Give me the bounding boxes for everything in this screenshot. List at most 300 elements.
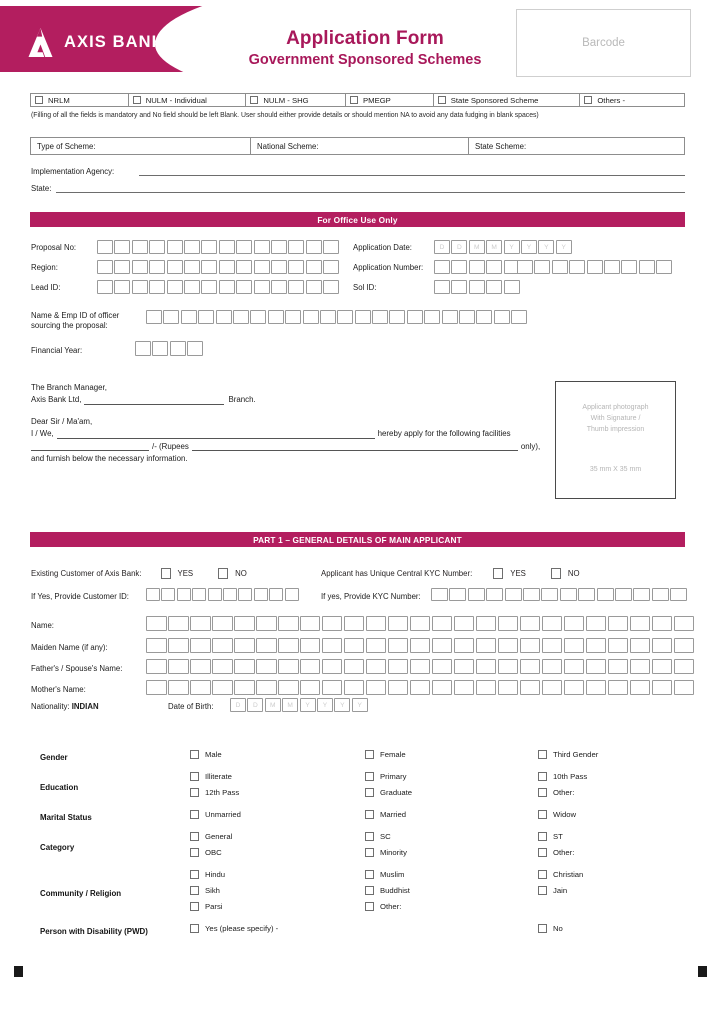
dob-cell[interactable]: D: [247, 698, 263, 712]
kyc-number-cell[interactable]: [578, 588, 595, 601]
name-char-cell[interactable]: [498, 638, 519, 653]
demographic-option-checkbox[interactable]: [365, 772, 374, 781]
name-char-cell[interactable]: [410, 680, 431, 695]
customer-id-cell[interactable]: [269, 588, 283, 601]
name-char-cell[interactable]: [674, 680, 695, 695]
name-char-cell[interactable]: [542, 659, 563, 674]
region-cell[interactable]: [271, 260, 287, 274]
officer-cell[interactable]: [233, 310, 249, 324]
demographic-option-checkbox[interactable]: [538, 832, 547, 841]
scheme-checkbox[interactable]: [584, 96, 592, 104]
name-char-cell[interactable]: [168, 659, 189, 674]
name-char-cell[interactable]: [520, 638, 541, 653]
demographic-option[interactable]: [538, 924, 563, 933]
sol-id-cell[interactable]: [504, 280, 520, 294]
name-char-cell[interactable]: [366, 638, 387, 653]
application-date-cell[interactable]: D: [434, 240, 450, 254]
applicant-photograph-box[interactable]: [555, 381, 676, 499]
proposal-no-cell[interactable]: [271, 240, 287, 254]
name-char-cell[interactable]: [212, 616, 233, 631]
lead-id-cell[interactable]: [97, 280, 113, 294]
kyc-number-cell[interactable]: [468, 588, 485, 601]
demographic-option-checkbox[interactable]: [365, 902, 374, 911]
demographic-option[interactable]: [190, 772, 232, 781]
demographic-option-checkbox[interactable]: [190, 772, 199, 781]
region-cell[interactable]: [149, 260, 165, 274]
officer-cell[interactable]: [146, 310, 162, 324]
application-number-cell[interactable]: [486, 260, 502, 274]
region-cell[interactable]: [201, 260, 217, 274]
name-char-cell[interactable]: [322, 638, 343, 653]
name-char-cell[interactable]: [300, 680, 321, 695]
application-number-cell[interactable]: [469, 260, 485, 274]
name-char-cell[interactable]: [366, 659, 387, 674]
officer-cell[interactable]: [372, 310, 388, 324]
scheme-checkbox[interactable]: [35, 96, 43, 104]
name-char-cell[interactable]: [256, 659, 277, 674]
demographic-option-checkbox[interactable]: [538, 788, 547, 797]
application-number-cell[interactable]: [451, 260, 467, 274]
customer-id-cell[interactable]: [146, 588, 160, 601]
name-char-cell[interactable]: [542, 638, 563, 653]
name-char-cell[interactable]: [652, 659, 673, 674]
name-char-cell[interactable]: [322, 680, 343, 695]
demographic-option[interactable]: [365, 772, 406, 781]
sol-id-cell[interactable]: [434, 280, 450, 294]
name-char-cell[interactable]: [168, 616, 189, 631]
name-char-cell[interactable]: [608, 680, 629, 695]
region-cell[interactable]: [288, 260, 304, 274]
name-char-cell[interactable]: [344, 638, 365, 653]
financial-year-cell[interactable]: [135, 341, 151, 356]
name-char-cell[interactable]: [212, 659, 233, 674]
lead-id-cell[interactable]: [306, 280, 322, 294]
lead-id-cell[interactable]: [167, 280, 183, 294]
demographic-option-checkbox[interactable]: [190, 870, 199, 879]
kyc-number-cell[interactable]: [633, 588, 650, 601]
demographic-option[interactable]: [365, 750, 406, 759]
officer-cell[interactable]: [355, 310, 371, 324]
demographic-option-checkbox[interactable]: [365, 870, 374, 879]
demographic-option[interactable]: [538, 810, 576, 819]
demographic-option[interactable]: [365, 848, 407, 857]
demographic-option[interactable]: [190, 902, 223, 911]
dob-cell[interactable]: M: [265, 698, 281, 712]
lead-id-cell[interactable]: [236, 280, 252, 294]
name-char-cell[interactable]: [410, 638, 431, 653]
demographic-option-checkbox[interactable]: [190, 788, 199, 797]
demographic-option-checkbox[interactable]: [538, 848, 547, 857]
demographic-option-checkbox[interactable]: [538, 772, 547, 781]
officer-cell[interactable]: [389, 310, 405, 324]
demographic-option[interactable]: [538, 886, 567, 895]
mother-name-input[interactable]: [146, 680, 696, 695]
demographic-option[interactable]: [538, 750, 598, 759]
name-char-cell[interactable]: [300, 659, 321, 674]
name-char-cell[interactable]: [278, 659, 299, 674]
demographic-option-checkbox[interactable]: [190, 902, 199, 911]
officer-cell[interactable]: [181, 310, 197, 324]
demographic-option-checkbox[interactable]: [190, 832, 199, 841]
proposal-no-cell[interactable]: [219, 240, 235, 254]
proposal-no-cell[interactable]: [306, 240, 322, 254]
financial-year-cell[interactable]: [170, 341, 186, 356]
name-char-cell[interactable]: [608, 638, 629, 653]
existing-customer-no-checkbox[interactable]: [218, 568, 228, 579]
name-char-cell[interactable]: [190, 616, 211, 631]
applicant-name-input[interactable]: [57, 438, 375, 439]
dob-cell[interactable]: Y: [317, 698, 333, 712]
lead-id-cell[interactable]: [201, 280, 217, 294]
customer-id-cell[interactable]: [238, 588, 252, 601]
name-char-cell[interactable]: [322, 659, 343, 674]
name-char-cell[interactable]: [234, 680, 255, 695]
scheme-checkbox-cell[interactable]: [434, 94, 581, 106]
name-char-cell[interactable]: [322, 616, 343, 631]
lead-id-cell[interactable]: [254, 280, 270, 294]
name-input[interactable]: [146, 616, 696, 631]
officer-cell[interactable]: [476, 310, 492, 324]
application-number-cell[interactable]: [534, 260, 550, 274]
ckyc-yes-checkbox[interactable]: [493, 568, 503, 579]
demographic-option[interactable]: [365, 886, 410, 895]
implementation-agency-input[interactable]: [139, 175, 685, 176]
demographic-option[interactable]: [190, 750, 222, 759]
name-char-cell[interactable]: [498, 680, 519, 695]
customer-id-cell[interactable]: [285, 588, 299, 601]
name-char-cell[interactable]: [146, 616, 167, 631]
name-char-cell[interactable]: [278, 616, 299, 631]
name-char-cell[interactable]: [234, 638, 255, 653]
demographic-option-checkbox[interactable]: [190, 848, 199, 857]
officer-cell[interactable]: [407, 310, 423, 324]
name-char-cell[interactable]: [652, 680, 673, 695]
financial-year-input[interactable]: [135, 341, 205, 356]
name-char-cell[interactable]: [520, 659, 541, 674]
name-char-cell[interactable]: [344, 680, 365, 695]
customer-id-cell[interactable]: [161, 588, 175, 601]
name-char-cell[interactable]: [410, 659, 431, 674]
name-char-cell[interactable]: [212, 680, 233, 695]
demographic-option[interactable]: [190, 832, 232, 841]
demographic-option[interactable]: [365, 902, 401, 911]
region-cell[interactable]: [254, 260, 270, 274]
name-char-cell[interactable]: [586, 616, 607, 631]
application-number-cell[interactable]: [604, 260, 620, 274]
demographic-option[interactable]: [365, 788, 412, 797]
demographic-option[interactable]: [190, 788, 239, 797]
demographic-option-checkbox[interactable]: [365, 832, 374, 841]
name-char-cell[interactable]: [432, 659, 453, 674]
name-char-cell[interactable]: [146, 659, 167, 674]
name-char-cell[interactable]: [652, 638, 673, 653]
sol-id-cell[interactable]: [451, 280, 467, 294]
name-char-cell[interactable]: [168, 638, 189, 653]
name-char-cell[interactable]: [630, 638, 651, 653]
scheme-checkbox[interactable]: [350, 96, 358, 104]
officer-cell[interactable]: [442, 310, 458, 324]
officer-cell[interactable]: [337, 310, 353, 324]
name-char-cell[interactable]: [300, 616, 321, 631]
scheme-checkbox-cell[interactable]: [580, 94, 684, 106]
ckyc-no-checkbox[interactable]: [551, 568, 561, 579]
proposal-no-cell[interactable]: [132, 240, 148, 254]
proposal-no-cell[interactable]: [236, 240, 252, 254]
name-char-cell[interactable]: [520, 680, 541, 695]
name-char-cell[interactable]: [608, 659, 629, 674]
name-char-cell[interactable]: [256, 638, 277, 653]
name-char-cell[interactable]: [454, 638, 475, 653]
customer-id-input[interactable]: [146, 588, 300, 601]
region-cell[interactable]: [184, 260, 200, 274]
region-cell[interactable]: [114, 260, 130, 274]
name-char-cell[interactable]: [454, 680, 475, 695]
proposal-no-input[interactable]: [97, 240, 340, 254]
name-char-cell[interactable]: [432, 680, 453, 695]
region-cell[interactable]: [236, 260, 252, 274]
demographic-option[interactable]: [538, 870, 583, 879]
lead-id-cell[interactable]: [271, 280, 287, 294]
scheme-checkbox-cell[interactable]: [129, 94, 247, 106]
name-char-cell[interactable]: [586, 659, 607, 674]
application-number-cell[interactable]: [552, 260, 568, 274]
name-char-cell[interactable]: [542, 680, 563, 695]
demographic-option[interactable]: [538, 788, 574, 797]
kyc-number-input[interactable]: [431, 588, 688, 601]
name-char-cell[interactable]: [652, 616, 673, 631]
demographic-option[interactable]: [190, 810, 241, 819]
sol-id-cell[interactable]: [469, 280, 485, 294]
demographic-option[interactable]: [365, 870, 404, 879]
demographic-option[interactable]: [190, 924, 278, 933]
application-date-cell[interactable]: M: [469, 240, 485, 254]
national-scheme-field[interactable]: [251, 138, 469, 154]
branch-name-input[interactable]: [84, 404, 224, 405]
scheme-checkbox[interactable]: [438, 96, 446, 104]
application-date-cell[interactable]: Y: [521, 240, 537, 254]
name-char-cell[interactable]: [190, 659, 211, 674]
region-cell[interactable]: [219, 260, 235, 274]
name-char-cell[interactable]: [190, 680, 211, 695]
officer-name-empid-input[interactable]: [146, 310, 529, 324]
region-cell[interactable]: [306, 260, 322, 274]
name-char-cell[interactable]: [630, 616, 651, 631]
demographic-option-checkbox[interactable]: [538, 750, 547, 759]
kyc-number-cell[interactable]: [486, 588, 503, 601]
demographic-option[interactable]: [538, 772, 587, 781]
demographic-option-checkbox[interactable]: [190, 924, 199, 933]
name-char-cell[interactable]: [190, 638, 211, 653]
proposal-no-cell[interactable]: [201, 240, 217, 254]
application-number-cell[interactable]: [621, 260, 637, 274]
demographic-option[interactable]: [190, 870, 225, 879]
demographic-option[interactable]: [365, 810, 406, 819]
demographic-option[interactable]: [538, 832, 563, 841]
demographic-option[interactable]: [365, 832, 391, 841]
officer-cell[interactable]: [424, 310, 440, 324]
proposal-no-cell[interactable]: [288, 240, 304, 254]
demographic-option-checkbox[interactable]: [365, 750, 374, 759]
name-char-cell[interactable]: [344, 659, 365, 674]
name-char-cell[interactable]: [564, 616, 585, 631]
application-date-input[interactable]: [434, 240, 573, 254]
application-number-cell[interactable]: [656, 260, 672, 274]
dob-cell[interactable]: Y: [334, 698, 350, 712]
kyc-number-cell[interactable]: [615, 588, 632, 601]
kyc-number-cell[interactable]: [449, 588, 466, 601]
officer-cell[interactable]: [494, 310, 510, 324]
kyc-number-cell[interactable]: [523, 588, 540, 601]
officer-cell[interactable]: [250, 310, 266, 324]
name-char-cell[interactable]: [256, 616, 277, 631]
demographic-option-checkbox[interactable]: [365, 810, 374, 819]
kyc-number-cell[interactable]: [541, 588, 558, 601]
kyc-number-cell[interactable]: [560, 588, 577, 601]
financial-year-cell[interactable]: [187, 341, 203, 356]
officer-cell[interactable]: [459, 310, 475, 324]
demographic-option-checkbox[interactable]: [538, 870, 547, 879]
name-char-cell[interactable]: [300, 638, 321, 653]
demographic-option-checkbox[interactable]: [365, 848, 374, 857]
name-char-cell[interactable]: [564, 680, 585, 695]
name-char-cell[interactable]: [410, 616, 431, 631]
name-char-cell[interactable]: [674, 638, 695, 653]
proposal-no-cell[interactable]: [184, 240, 200, 254]
customer-id-cell[interactable]: [208, 588, 222, 601]
maiden-name-input[interactable]: [146, 638, 696, 653]
name-char-cell[interactable]: [564, 659, 585, 674]
officer-cell[interactable]: [320, 310, 336, 324]
demographic-option-checkbox[interactable]: [190, 886, 199, 895]
name-char-cell[interactable]: [630, 659, 651, 674]
name-char-cell[interactable]: [256, 680, 277, 695]
customer-id-cell[interactable]: [254, 588, 268, 601]
name-char-cell[interactable]: [388, 638, 409, 653]
officer-cell[interactable]: [268, 310, 284, 324]
name-char-cell[interactable]: [388, 659, 409, 674]
lead-id-cell[interactable]: [184, 280, 200, 294]
name-char-cell[interactable]: [234, 659, 255, 674]
officer-cell[interactable]: [285, 310, 301, 324]
application-number-input-group1[interactable]: [434, 260, 521, 274]
name-char-cell[interactable]: [212, 638, 233, 653]
name-char-cell[interactable]: [498, 659, 519, 674]
name-char-cell[interactable]: [454, 616, 475, 631]
application-date-cell[interactable]: Y: [556, 240, 572, 254]
application-date-cell[interactable]: D: [451, 240, 467, 254]
proposal-no-cell[interactable]: [149, 240, 165, 254]
demographic-option-checkbox[interactable]: [538, 886, 547, 895]
name-char-cell[interactable]: [498, 616, 519, 631]
lead-id-input[interactable]: [97, 280, 340, 294]
dob-cell[interactable]: Y: [300, 698, 316, 712]
existing-customer-yes-checkbox[interactable]: [161, 568, 171, 579]
date-of-birth-input[interactable]: [230, 698, 369, 712]
region-cell[interactable]: [132, 260, 148, 274]
name-char-cell[interactable]: [278, 638, 299, 653]
application-number-cell[interactable]: [639, 260, 655, 274]
region-cell[interactable]: [97, 260, 113, 274]
officer-cell[interactable]: [198, 310, 214, 324]
dob-cell[interactable]: M: [282, 698, 298, 712]
demographic-option-checkbox[interactable]: [190, 810, 199, 819]
region-input[interactable]: [97, 260, 340, 274]
scheme-checkbox-cell[interactable]: [246, 94, 346, 106]
officer-cell[interactable]: [216, 310, 232, 324]
proposal-no-cell[interactable]: [323, 240, 339, 254]
scheme-checkbox-cell[interactable]: [31, 94, 129, 106]
proposal-no-cell[interactable]: [114, 240, 130, 254]
lead-id-cell[interactable]: [288, 280, 304, 294]
amount-words-input[interactable]: [192, 450, 518, 451]
application-number-cell[interactable]: [517, 260, 533, 274]
kyc-number-cell[interactable]: [670, 588, 687, 601]
sol-id-cell[interactable]: [486, 280, 502, 294]
state-scheme-field[interactable]: [469, 138, 684, 154]
name-char-cell[interactable]: [388, 616, 409, 631]
demographic-option-checkbox[interactable]: [538, 924, 547, 933]
name-char-cell[interactable]: [146, 680, 167, 695]
name-char-cell[interactable]: [454, 659, 475, 674]
name-char-cell[interactable]: [344, 616, 365, 631]
name-char-cell[interactable]: [586, 680, 607, 695]
kyc-number-cell[interactable]: [431, 588, 448, 601]
lead-id-cell[interactable]: [149, 280, 165, 294]
name-char-cell[interactable]: [476, 616, 497, 631]
demographic-option[interactable]: [190, 848, 222, 857]
name-char-cell[interactable]: [432, 638, 453, 653]
name-char-cell[interactable]: [630, 680, 651, 695]
name-char-cell[interactable]: [146, 638, 167, 653]
proposal-no-cell[interactable]: [167, 240, 183, 254]
kyc-number-cell[interactable]: [652, 588, 669, 601]
dob-cell[interactable]: Y: [352, 698, 368, 712]
name-char-cell[interactable]: [674, 659, 695, 674]
name-char-cell[interactable]: [366, 680, 387, 695]
name-char-cell[interactable]: [564, 638, 585, 653]
father-spouse-name-input[interactable]: [146, 659, 696, 674]
kyc-number-cell[interactable]: [505, 588, 522, 601]
name-char-cell[interactable]: [278, 680, 299, 695]
lead-id-cell[interactable]: [323, 280, 339, 294]
region-cell[interactable]: [323, 260, 339, 274]
proposal-no-cell[interactable]: [97, 240, 113, 254]
officer-cell[interactable]: [511, 310, 527, 324]
demographic-option[interactable]: [190, 886, 220, 895]
customer-id-cell[interactable]: [192, 588, 206, 601]
name-char-cell[interactable]: [234, 616, 255, 631]
customer-id-cell[interactable]: [177, 588, 191, 601]
application-number-input-group2[interactable]: [517, 260, 674, 274]
scheme-checkbox[interactable]: [133, 96, 141, 104]
officer-cell[interactable]: [303, 310, 319, 324]
name-char-cell[interactable]: [608, 616, 629, 631]
application-number-cell[interactable]: [434, 260, 450, 274]
application-date-cell[interactable]: Y: [504, 240, 520, 254]
customer-id-cell[interactable]: [223, 588, 237, 601]
dob-cell[interactable]: D: [230, 698, 246, 712]
kyc-number-cell[interactable]: [597, 588, 614, 601]
demographic-option-checkbox[interactable]: [365, 886, 374, 895]
state-input[interactable]: [56, 192, 685, 193]
demographic-option[interactable]: [538, 848, 574, 857]
proposal-no-cell[interactable]: [254, 240, 270, 254]
name-char-cell[interactable]: [476, 680, 497, 695]
name-char-cell[interactable]: [366, 616, 387, 631]
name-char-cell[interactable]: [476, 638, 497, 653]
application-date-cell[interactable]: M: [486, 240, 502, 254]
sol-id-input[interactable]: [434, 280, 521, 294]
